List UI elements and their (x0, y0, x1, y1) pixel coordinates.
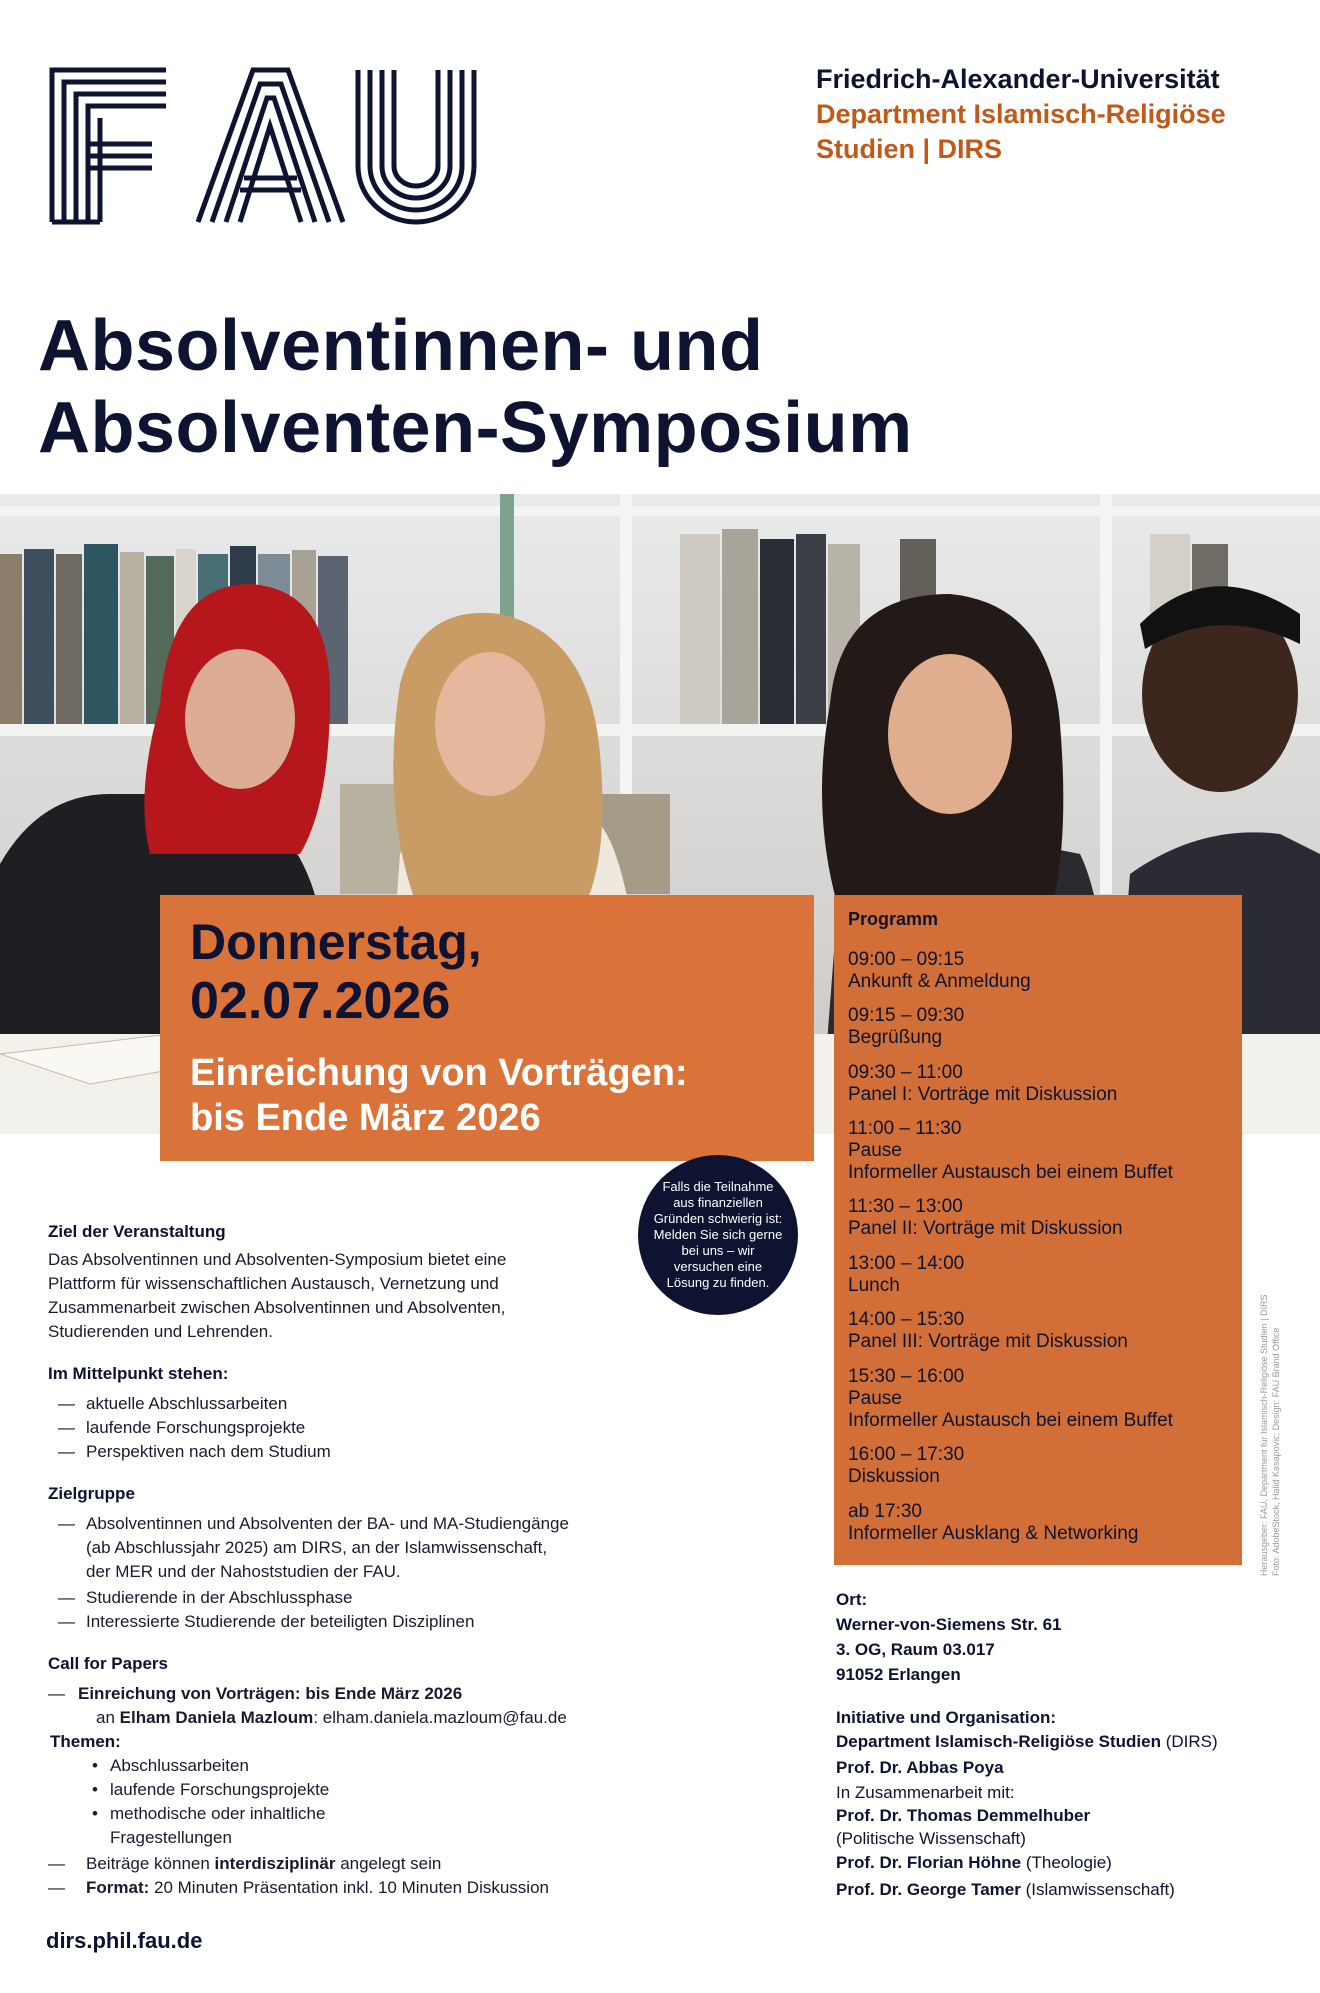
program-item (848, 949, 1031, 993)
financial-help-note (638, 1155, 798, 1315)
ziel-line: Zusammenarbeit zwischen Absolventinnen und Absolventen, (48, 1298, 506, 1317)
program-item (848, 1309, 1128, 1353)
dash-bullet: — (58, 1394, 75, 1413)
cfp-contact (96, 1706, 567, 1730)
dash-bullet: — (58, 1588, 75, 1607)
program-item (848, 1501, 1138, 1545)
deadline-line-1: Einreichung von Vorträgen: (190, 1052, 688, 1094)
financial-help-text: Falls die Teilnahme aus finanziellen Gründen schwierig ist: Melden Sie sich gerne bei uns – wir versuchen eine Lösung zu finden. (653, 1179, 783, 1290)
cfp-format (86, 1876, 549, 1900)
org-person-4 (836, 1878, 1175, 1901)
event-weekday: Donnerstag, (190, 914, 482, 970)
program-time: ab 17:30 (848, 1501, 922, 1522)
fau-logo (48, 66, 478, 226)
dash-bullet: — (58, 1418, 75, 1437)
program-time: 09:15 – 09:30 (848, 1005, 965, 1026)
ort-city: 91052 Erlangen (836, 1665, 961, 1684)
program-time: 15:30 – 16:00 (848, 1366, 965, 1387)
program-desc: Informeller Ausklang & Networking (848, 1523, 1139, 1544)
org-dept-name: Department Islamisch-Religiöse Studien (836, 1732, 1161, 1751)
program-desc: Begrüßung (848, 1027, 943, 1048)
org-person-3-name: Prof. Dr. Florian Höhne (836, 1853, 1022, 1872)
org-person-2-field: (Politische Wissenschaft) (836, 1829, 1026, 1848)
dot-bullet: • (92, 1804, 98, 1823)
university-block (816, 62, 1286, 167)
interdisz-pre: Beiträge können (86, 1854, 215, 1873)
program-desc: Lunch (848, 1275, 900, 1296)
program-desc: Pause (848, 1388, 902, 1409)
org-person-4-field: (Islamwissenschaft) (1020, 1880, 1175, 1899)
department-line-1: Department Islamisch-Religiöse (816, 99, 1226, 129)
program-desc: Panel III: Vorträge mit Diskussion (848, 1331, 1128, 1352)
ziel-line: Studierenden und Lehrenden. (48, 1322, 273, 1341)
interdisz-bold: interdisziplinär (214, 1854, 336, 1873)
list-line: der MER und der Nahoststudien der FAU. (86, 1562, 401, 1581)
contact-name: Elham Daniela Mazloum (119, 1708, 314, 1727)
ziel-heading: Ziel der Veranstaltung (48, 1222, 226, 1241)
program-time: 09:30 – 11:00 (848, 1062, 963, 1083)
program-item (848, 1366, 1173, 1432)
cfp-interdisz (86, 1852, 441, 1876)
department-line-2: Studien | DIRS (816, 134, 1003, 164)
ziel-line: Plattform für wissenschaftlichen Austausch, Vernetzung und (48, 1274, 499, 1293)
event-date: 02.07.2026 (190, 972, 451, 1030)
program-time: 14:00 – 15:30 (848, 1309, 965, 1330)
org-dept-abbr: (DIRS) (1160, 1732, 1218, 1751)
format-text: 20 Minuten Präsentation inkl. 10 Minuten Diskussion (149, 1878, 549, 1897)
program-time: 11:30 – 13:00 (848, 1196, 963, 1217)
dash-bullet: — (58, 1514, 75, 1533)
dash-bullet: — (48, 1878, 65, 1897)
program-item (848, 1196, 1123, 1240)
list-item: Perspektiven nach dem Studium (86, 1442, 331, 1461)
format-label: Format: (86, 1878, 150, 1897)
list-line: (ab Abschlussjahr 2025) am DIRS, an der Islamwissenschaft, (86, 1538, 548, 1557)
org-heading: Initiative und Organisation: (836, 1708, 1057, 1727)
org-person-3 (836, 1851, 1112, 1874)
org-person-4-name: Prof. Dr. George Tamer (836, 1880, 1021, 1899)
cfp-heading: Call for Papers (48, 1654, 168, 1673)
ziel-line: Das Absolventinnen und Absolventen-Symposium bietet eine (48, 1250, 507, 1269)
zielgruppe-heading: Zielgruppe (48, 1484, 135, 1503)
program-time: 13:00 – 14:00 (848, 1253, 965, 1274)
logo-text: FAU (48, 66, 50, 67)
list-line: Absolventinnen und Absolventen der BA- und MA-Studiengänge (86, 1514, 569, 1533)
org-dept (836, 1730, 1218, 1753)
cfp-submission: Einreichung von Vorträgen: bis Ende März 2026 (78, 1684, 463, 1703)
dot-bullet: • (92, 1756, 98, 1775)
dash-bullet: — (48, 1854, 65, 1873)
contact-email: : elham.daniela.mazloum@fau.de (313, 1708, 567, 1727)
list-item: aktuelle Abschlussarbeiten (86, 1394, 288, 1413)
list-item: Studierende in der Abschlussphase (86, 1588, 353, 1607)
program-item (848, 1444, 964, 1488)
program-item (848, 1005, 964, 1049)
page-title (38, 305, 1138, 469)
credits (1258, 1196, 1282, 1576)
program-item (848, 1062, 1117, 1106)
list-item: Abschlussarbeiten (110, 1756, 249, 1775)
list-item: methodische oder inhaltliche (110, 1804, 326, 1823)
program-desc: Panel I: Vorträge mit Diskussion (848, 1084, 1118, 1105)
program-item (848, 1118, 1173, 1184)
program-desc: Diskussion (848, 1466, 940, 1487)
contact-prefix: an (96, 1708, 120, 1727)
deadline-line-2: bis Ende März 2026 (190, 1097, 541, 1139)
program-time: 09:00 – 09:15 (848, 949, 965, 970)
list-item-continued: Fragestellungen (110, 1828, 232, 1847)
org-person-3-field: (Theologie) (1021, 1853, 1112, 1872)
footer-url[interactable]: dirs.phil.fau.de (46, 1928, 203, 1953)
program-desc: Panel II: Vorträge mit Diskussion (848, 1218, 1123, 1239)
date-box (160, 895, 814, 1161)
ort-room: 3. OG, Raum 03.017 (836, 1640, 995, 1659)
org-person-1: Prof. Dr. Abbas Poya (836, 1758, 1004, 1777)
university-name: Friedrich-Alexander-Universität (816, 64, 1220, 94)
program-time: 11:00 – 11:30 (848, 1118, 962, 1139)
interdisz-post: angelegt sein (335, 1854, 442, 1873)
mittelpunkt-heading: Im Mittelpunkt stehen: (48, 1364, 229, 1383)
program-desc: Pause (848, 1140, 902, 1161)
org-person-2: Prof. Dr. Thomas Demmelhuber (836, 1806, 1091, 1825)
list-item: laufende Forschungsprojekte (110, 1780, 330, 1799)
title-line-2: Absolventen-Symposium (38, 388, 913, 468)
program-desc-2: Informeller Austausch bei einem Buffet (848, 1410, 1173, 1431)
list-item: laufende Forschungsprojekte (86, 1418, 306, 1437)
dash-bullet: — (58, 1612, 75, 1631)
title-line-1: Absolventinnen- und (38, 306, 764, 386)
ziel-text (48, 1248, 608, 1344)
program-box (834, 895, 1242, 1565)
list-item (86, 1512, 569, 1584)
themen-heading: Themen: (50, 1732, 121, 1751)
program-desc-2: Informeller Austausch bei einem Buffet (848, 1162, 1173, 1183)
credits-line-1: Herausgeber: FAU, Department für Islamisch-Religiöse Studien | DIRS (1259, 1294, 1269, 1576)
dash-bullet: — (48, 1684, 65, 1703)
program-title: Programm (848, 909, 939, 929)
credits-line-2: Foto: AdobeStock, Halid Kasapovic; Design: FAU Brand Office (1271, 1327, 1281, 1576)
list-item: Interessierte Studierende der beteiligten Disziplinen (86, 1612, 475, 1631)
ort-street: Werner-von-Siemens Str. 61 (836, 1615, 1062, 1634)
program-item (848, 1253, 964, 1297)
org-coop: In Zusammenarbeit mit: (836, 1783, 1015, 1802)
program-time: 16:00 – 17:30 (848, 1444, 965, 1465)
dash-bullet: — (58, 1442, 75, 1461)
program-desc: Ankunft & Anmeldung (848, 971, 1031, 992)
dot-bullet: • (92, 1780, 98, 1799)
ort-heading: Ort: (836, 1590, 868, 1609)
